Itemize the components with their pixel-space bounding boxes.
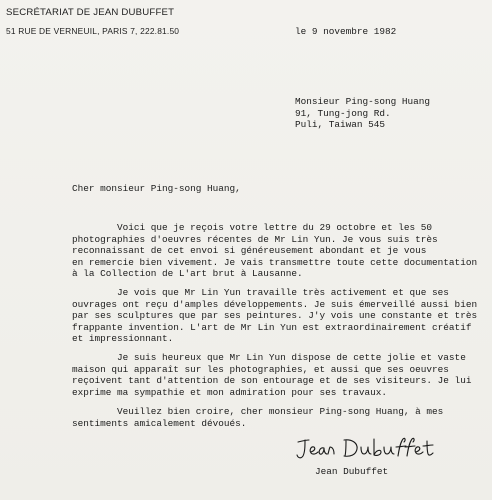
paragraph-line: exprime ma sympathie et mon admiration pour ses travaux. [72,386,388,398]
paragraph-line: sentiments amicalement dévoués. [72,417,247,429]
recipient-address [295,96,430,131]
paragraph-line: maison qui apparaît sur les photographies, et aussi que ses oeuvres [72,363,449,375]
paragraph-line: ouvrages ont reçu d'amples développements. Je suis émerveillé aussi bien [72,298,478,310]
paragraph-closing [72,406,444,429]
recipient-city: Puli, Taiwan 545 [295,119,386,130]
salutation: Cher monsieur Ping-song Huang, [72,183,241,194]
recipient-street: 91, Tung-jong Rd. [295,107,391,119]
paragraph-line: photographies d'oeuvres récentes de Mr Lin Yun. Je vous suis très [72,233,438,245]
paragraph-line: en remercie bien vivement. Je vais transmettre toute cette documentation [72,256,478,268]
paragraph-line: reçoivent tant d'attention de son entourage et de ses visiteurs. Je lui [72,375,472,386]
paragraph-line: reconnaissant de cet envoi si généreusement abondant et je vous [72,245,427,256]
paragraph-line: Voici que je reçois votre lettre du 29 octobre et les 50 [72,222,433,233]
paragraph-line: Je suis heureux que Mr Lin Yun dispose de cette jolie et vaste [72,352,466,363]
letter-date: le 9 novembre 1982 [295,26,397,37]
handwritten-signature [292,434,442,464]
paragraph-line: frappante invention. L'art de Mr Lin Yun est extraordinairement créatif [72,321,472,333]
paragraph-3 [72,352,472,398]
paragraph-line: Je vois que Mr Lin Yun travaille très activement et que ses [72,287,449,298]
recipient-name: Monsieur Ping-song Huang [295,96,431,107]
paragraph-line: à la Collection de L'art brut à Lausanne. [72,268,303,279]
paragraph-2 [72,287,478,345]
signer-name: Jean Dubuffet [315,466,389,477]
letterhead-address: 51 RUE DE VERNEUIL, PARIS 7, 222.81.50 [6,26,180,36]
paragraph-1 [72,222,478,280]
paragraph-line: et impressionnant. [72,333,174,344]
letterhead [6,6,179,38]
letterhead-name: SECRÉTARIAT DE JEAN DUBUFFET [6,7,175,18]
paragraph-line: par ses sculptures que par ses peintures. J'y vois une constante et très [72,310,478,321]
paragraph-line: Veuillez bien croire, cher monsieur Ping-song Huang, à mes [72,406,444,417]
